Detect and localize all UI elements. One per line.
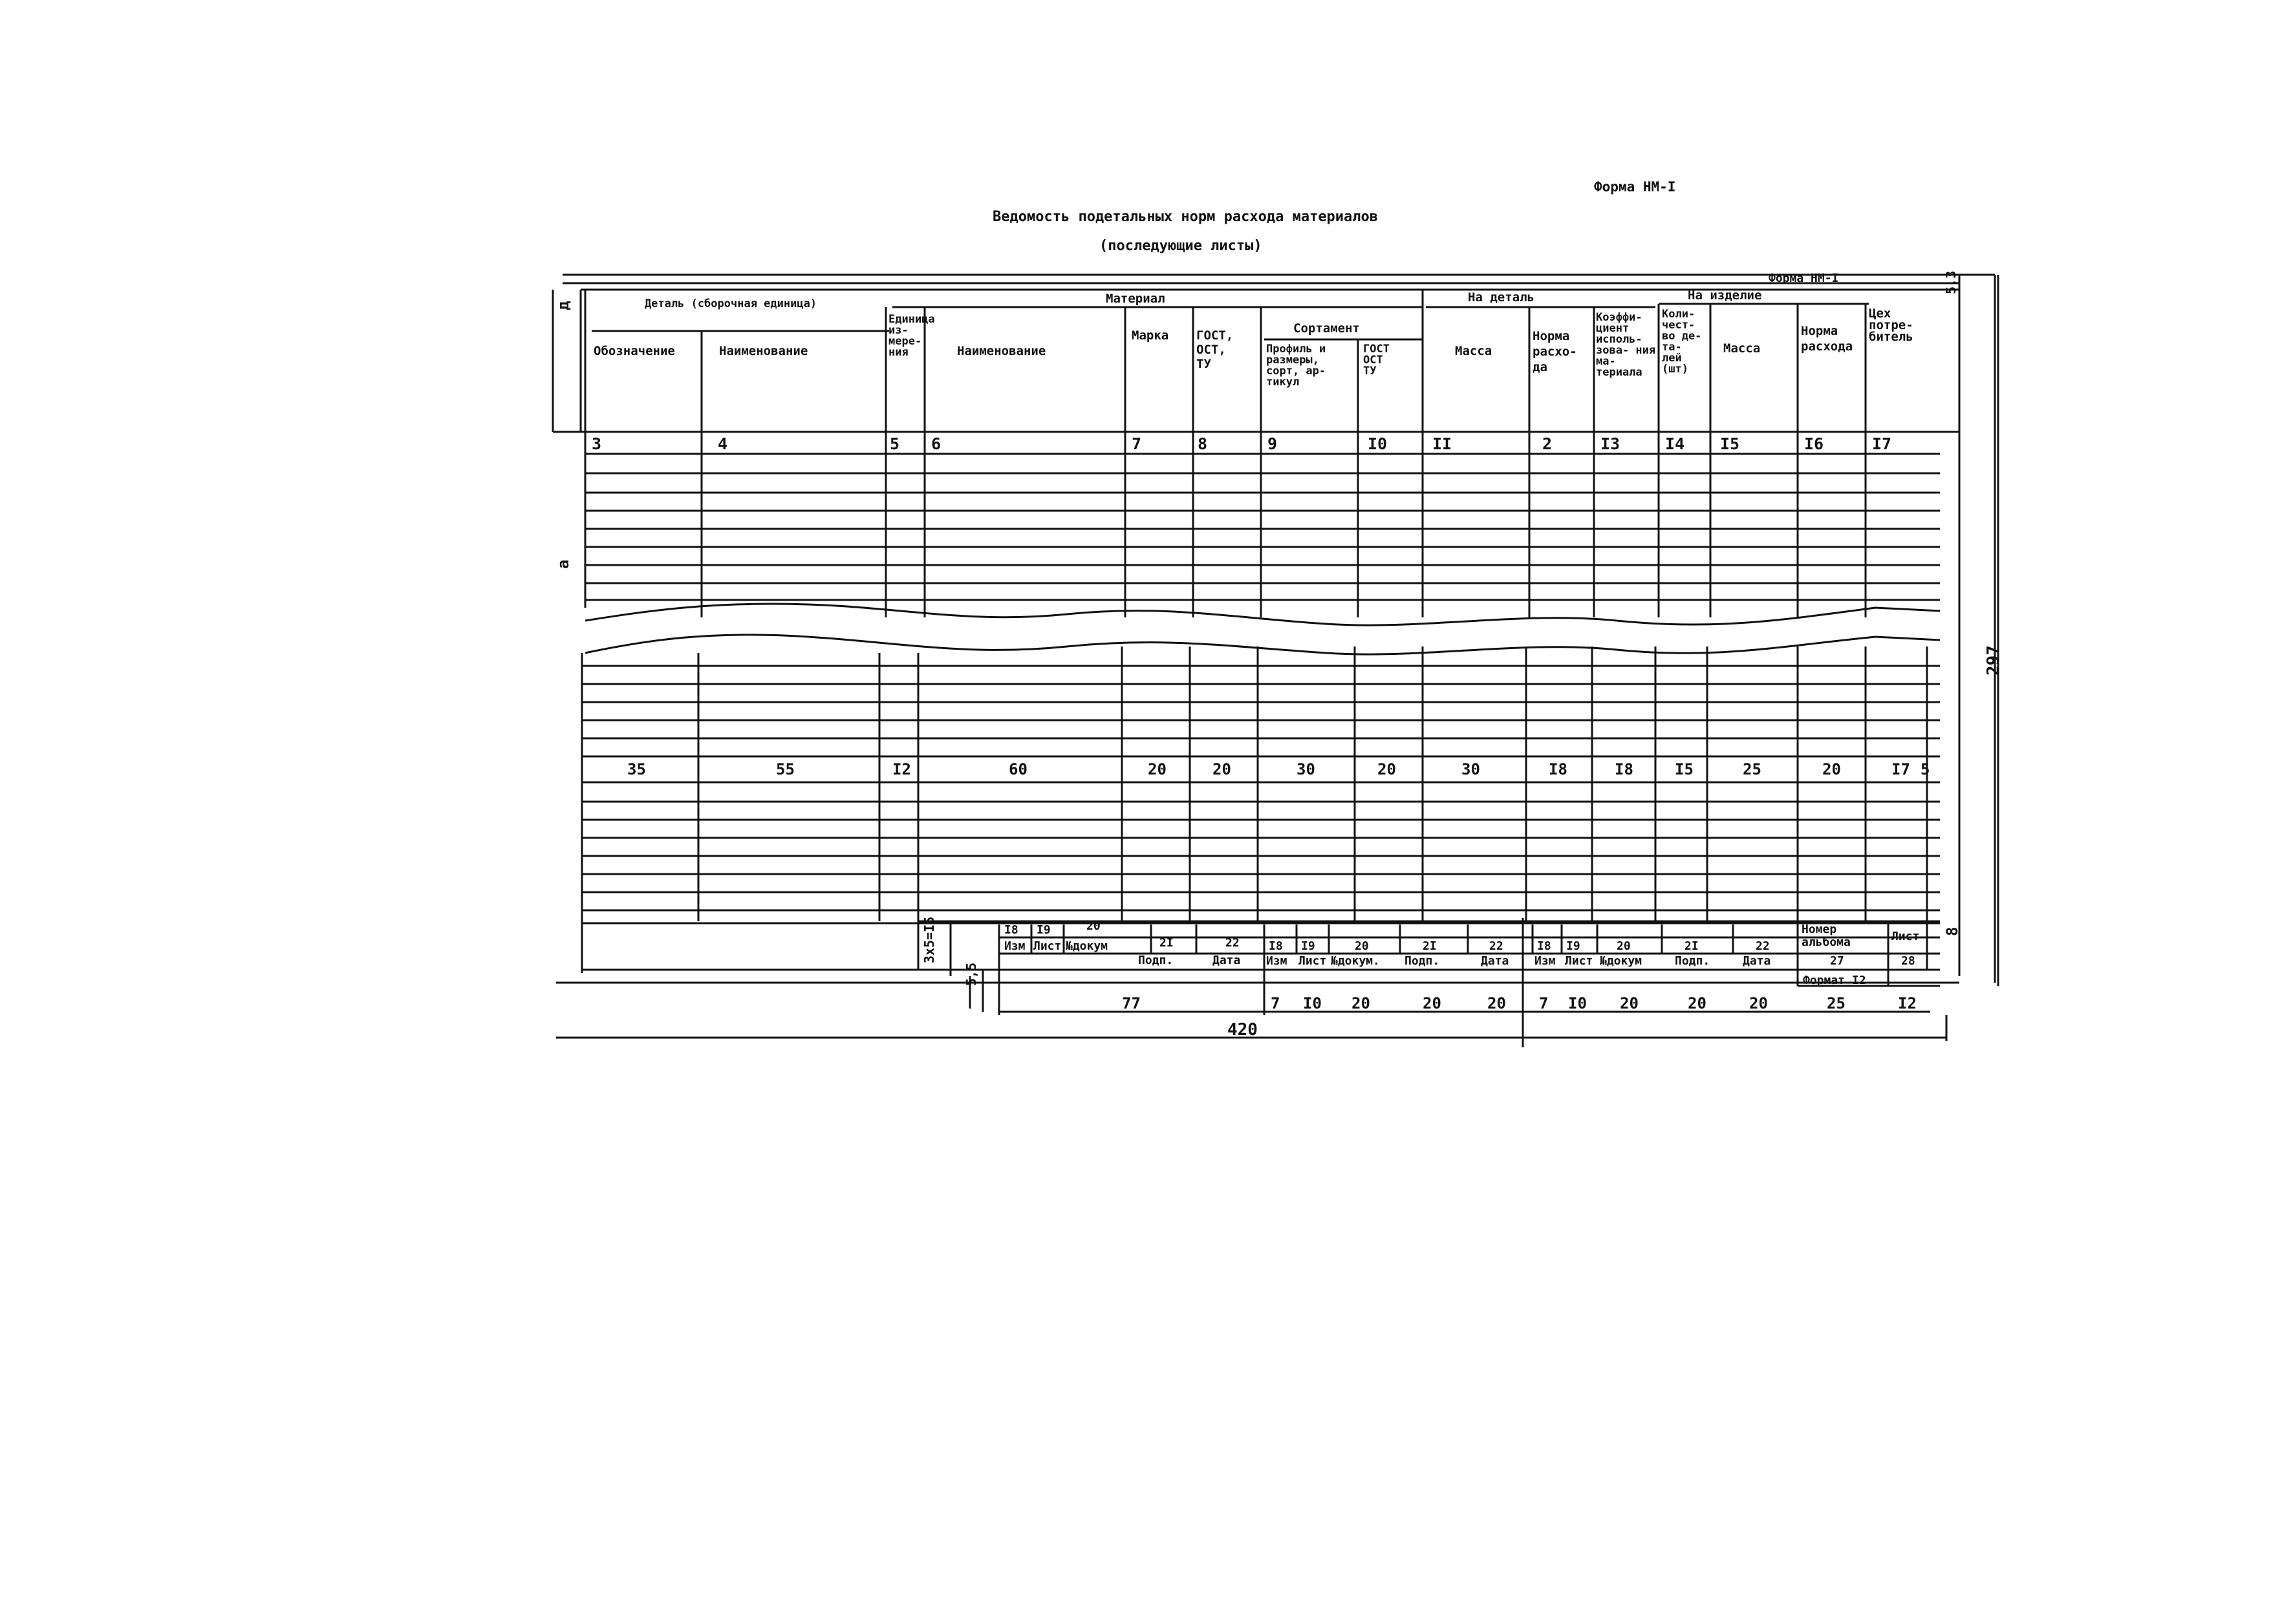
document-subtitle: (последующие листы) [1099,238,1262,254]
colwidth-20a: 20 [1148,760,1167,778]
stamp-lbl-data-c: Дата [1743,954,1771,968]
col-marka: Марка [1132,328,1169,343]
colnum-3: 3 [592,434,602,453]
colnum-6: 6 [931,434,942,453]
bdim-20f: 20 [1749,994,1768,1012]
stamp-lbl-list-a: Лист [1033,939,1062,953]
colnum-14: I4 [1665,434,1685,453]
colwidth-15: I5 [1675,760,1694,778]
colwidth-35: 35 [627,760,646,778]
colnum-8: 8 [1198,434,1208,453]
dim-3x5: 3х5=I5 [921,916,937,963]
col-profil: Профиль и размеры, сорт, ар- тикул [1266,343,1326,389]
colwidth-12: I2 [892,760,911,778]
bdim-20e: 20 [1688,994,1706,1012]
colwidth-20c: 20 [1377,760,1396,778]
stamp-lbl-dokum-b: №докум. [1331,954,1380,968]
col-naimenovanie-material: Наименование [957,344,1046,358]
col-naimenovanie-detal: Наименование [719,344,808,358]
colwidth-20b: 20 [1212,760,1231,778]
colwidth-18a: I8 [1549,760,1567,778]
colwidth-17: I7 [1891,760,1910,778]
bdim-7a: 7 [1271,994,1280,1012]
col-gost-ost-tu: ГОСТ, ОСТ, ТУ [1196,328,1234,371]
stamp-num-21c: 2I [1685,939,1699,953]
dim-5-5: 5,5 [963,962,979,986]
bdim-77: 77 [1122,994,1141,1012]
dim-a-left: а [554,559,572,569]
stamp-lbl-izm-c: Изм [1534,954,1556,968]
album-label: Номер альбома [1802,923,1851,949]
colnum-12: 2 [1542,434,1553,453]
stamp-num-22a: 22 [1225,936,1240,950]
dim-5-3: 5,3 [1943,270,1959,294]
dim-d-top: д [554,301,572,310]
stamp-lbl-dokum-c: №докум [1600,954,1642,968]
stamp-lbl-data-b: Дата [1481,954,1509,968]
format-label: Формат I2 [1803,974,1866,987]
bdim-10b: I0 [1568,994,1587,1012]
bdim-20c: 20 [1487,994,1506,1012]
col-ceh: Цех потре- битель [1869,306,1913,344]
dim-5-right: 5 [1921,760,1930,778]
form-label: Форма НМ-I [1594,179,1676,195]
colnum-7: 7 [1132,434,1142,453]
stamp-lbl-data-a: Дата [1212,954,1241,967]
bdim-20d: 20 [1620,994,1639,1012]
bdim-20b: 20 [1423,994,1441,1012]
stamp-lbl-dokum-a: №докум [1066,939,1108,953]
stamp-num-21a: 2I [1159,936,1174,950]
colnum-11: II [1432,434,1452,453]
stamp-num-21b: 2I [1423,939,1437,953]
colnum-10: I0 [1368,434,1388,453]
stamp-num-18a: I8 [1004,923,1018,937]
colnum-17: I7 [1872,434,1892,453]
form-label-small: Форма НМ-I [1769,272,1839,285]
stamp-lbl-list-c: Лист [1565,954,1593,968]
bdim-20a: 20 [1351,994,1370,1012]
na-detal-group-header: На деталь [1468,290,1534,304]
col-koef: Коэффи- циент исполь- зова- ния ма- териала [1596,311,1656,379]
sortament-group-header: Сортамент [1293,321,1360,336]
col-norma-izdelie: Норма расхода [1801,324,1853,354]
col-norma-detal: Норма расхо- да [1533,329,1577,374]
colnum-16: I6 [1804,434,1824,453]
colwidth-18b: I8 [1615,760,1633,778]
col-massa-detal: Масса [1455,344,1492,358]
stamp-lbl-podp-a: Подп. [1138,954,1174,967]
stamp-lbl-list-b: Лист [1298,954,1327,968]
col-oboznachenie: Обозначение [594,344,675,358]
bdim-7b: 7 [1539,994,1549,1012]
colwidth-30a: 30 [1297,760,1315,778]
stamp-lbl-izm-a: Изм [1004,939,1026,953]
bdim-10a: I0 [1303,994,1322,1012]
col-gost-ost-tu-2: ГОСТ ОСТ ТУ [1363,343,1390,378]
colnum-13: I3 [1600,434,1620,453]
colnum-9: 9 [1267,434,1278,453]
stamp-num-20b: 20 [1355,939,1369,953]
stamp-num-22b: 22 [1489,939,1503,953]
document-title: Ведомость подетальных норм расхода материалов [993,209,1379,225]
col-edinica: Единица из- мере- ния [888,313,935,359]
bdim-25: 25 [1827,994,1846,1012]
stamp-num-20c: 20 [1617,939,1631,953]
colwidth-30b: 30 [1461,760,1480,778]
colnum-4: 4 [718,434,728,453]
colnum-5: 5 [890,434,900,453]
stamp-lbl-izm-b: Изм [1266,954,1287,968]
bdim-12: I2 [1898,994,1917,1012]
stamp-num-19b: I9 [1301,939,1315,953]
colwidth-60: 60 [1009,760,1028,778]
stamp-num-18c: I8 [1537,939,1551,953]
sheet-label: Лист [1891,930,1920,943]
colwidth-20d: 20 [1822,760,1841,778]
stamp-num-20a: 20 [1086,919,1101,933]
dim-width-420: 420 [1227,1020,1258,1040]
dim-height-297: 297 [1984,645,2003,676]
stamp-num-18b: I8 [1269,939,1283,953]
colnum-15: I5 [1720,434,1740,453]
col-massa-izdelie: Масса [1723,341,1761,356]
colwidth-25: 25 [1743,760,1761,778]
colwidth-55: 55 [776,760,795,778]
dim-8-right: 8 [1943,926,1961,936]
col-kolvo: Коли- чест- во де- та- лей (шт) [1662,308,1702,376]
detail-group-header: Деталь (сборочная единица) [644,297,817,310]
stamp-num-22c: 22 [1756,939,1770,953]
stamp-lbl-podp-b: Подп. [1405,954,1440,968]
stamp-lbl-podp-c: Подп. [1675,954,1710,968]
na-izdelie-group-header: На изделие [1688,288,1762,303]
stamp-num-19a: I9 [1037,923,1051,937]
material-group-header: Материал [1106,292,1165,306]
stamp-num-19c: I9 [1566,939,1580,953]
album-number: 27 [1830,954,1844,968]
sheet-number: 28 [1901,954,1915,968]
